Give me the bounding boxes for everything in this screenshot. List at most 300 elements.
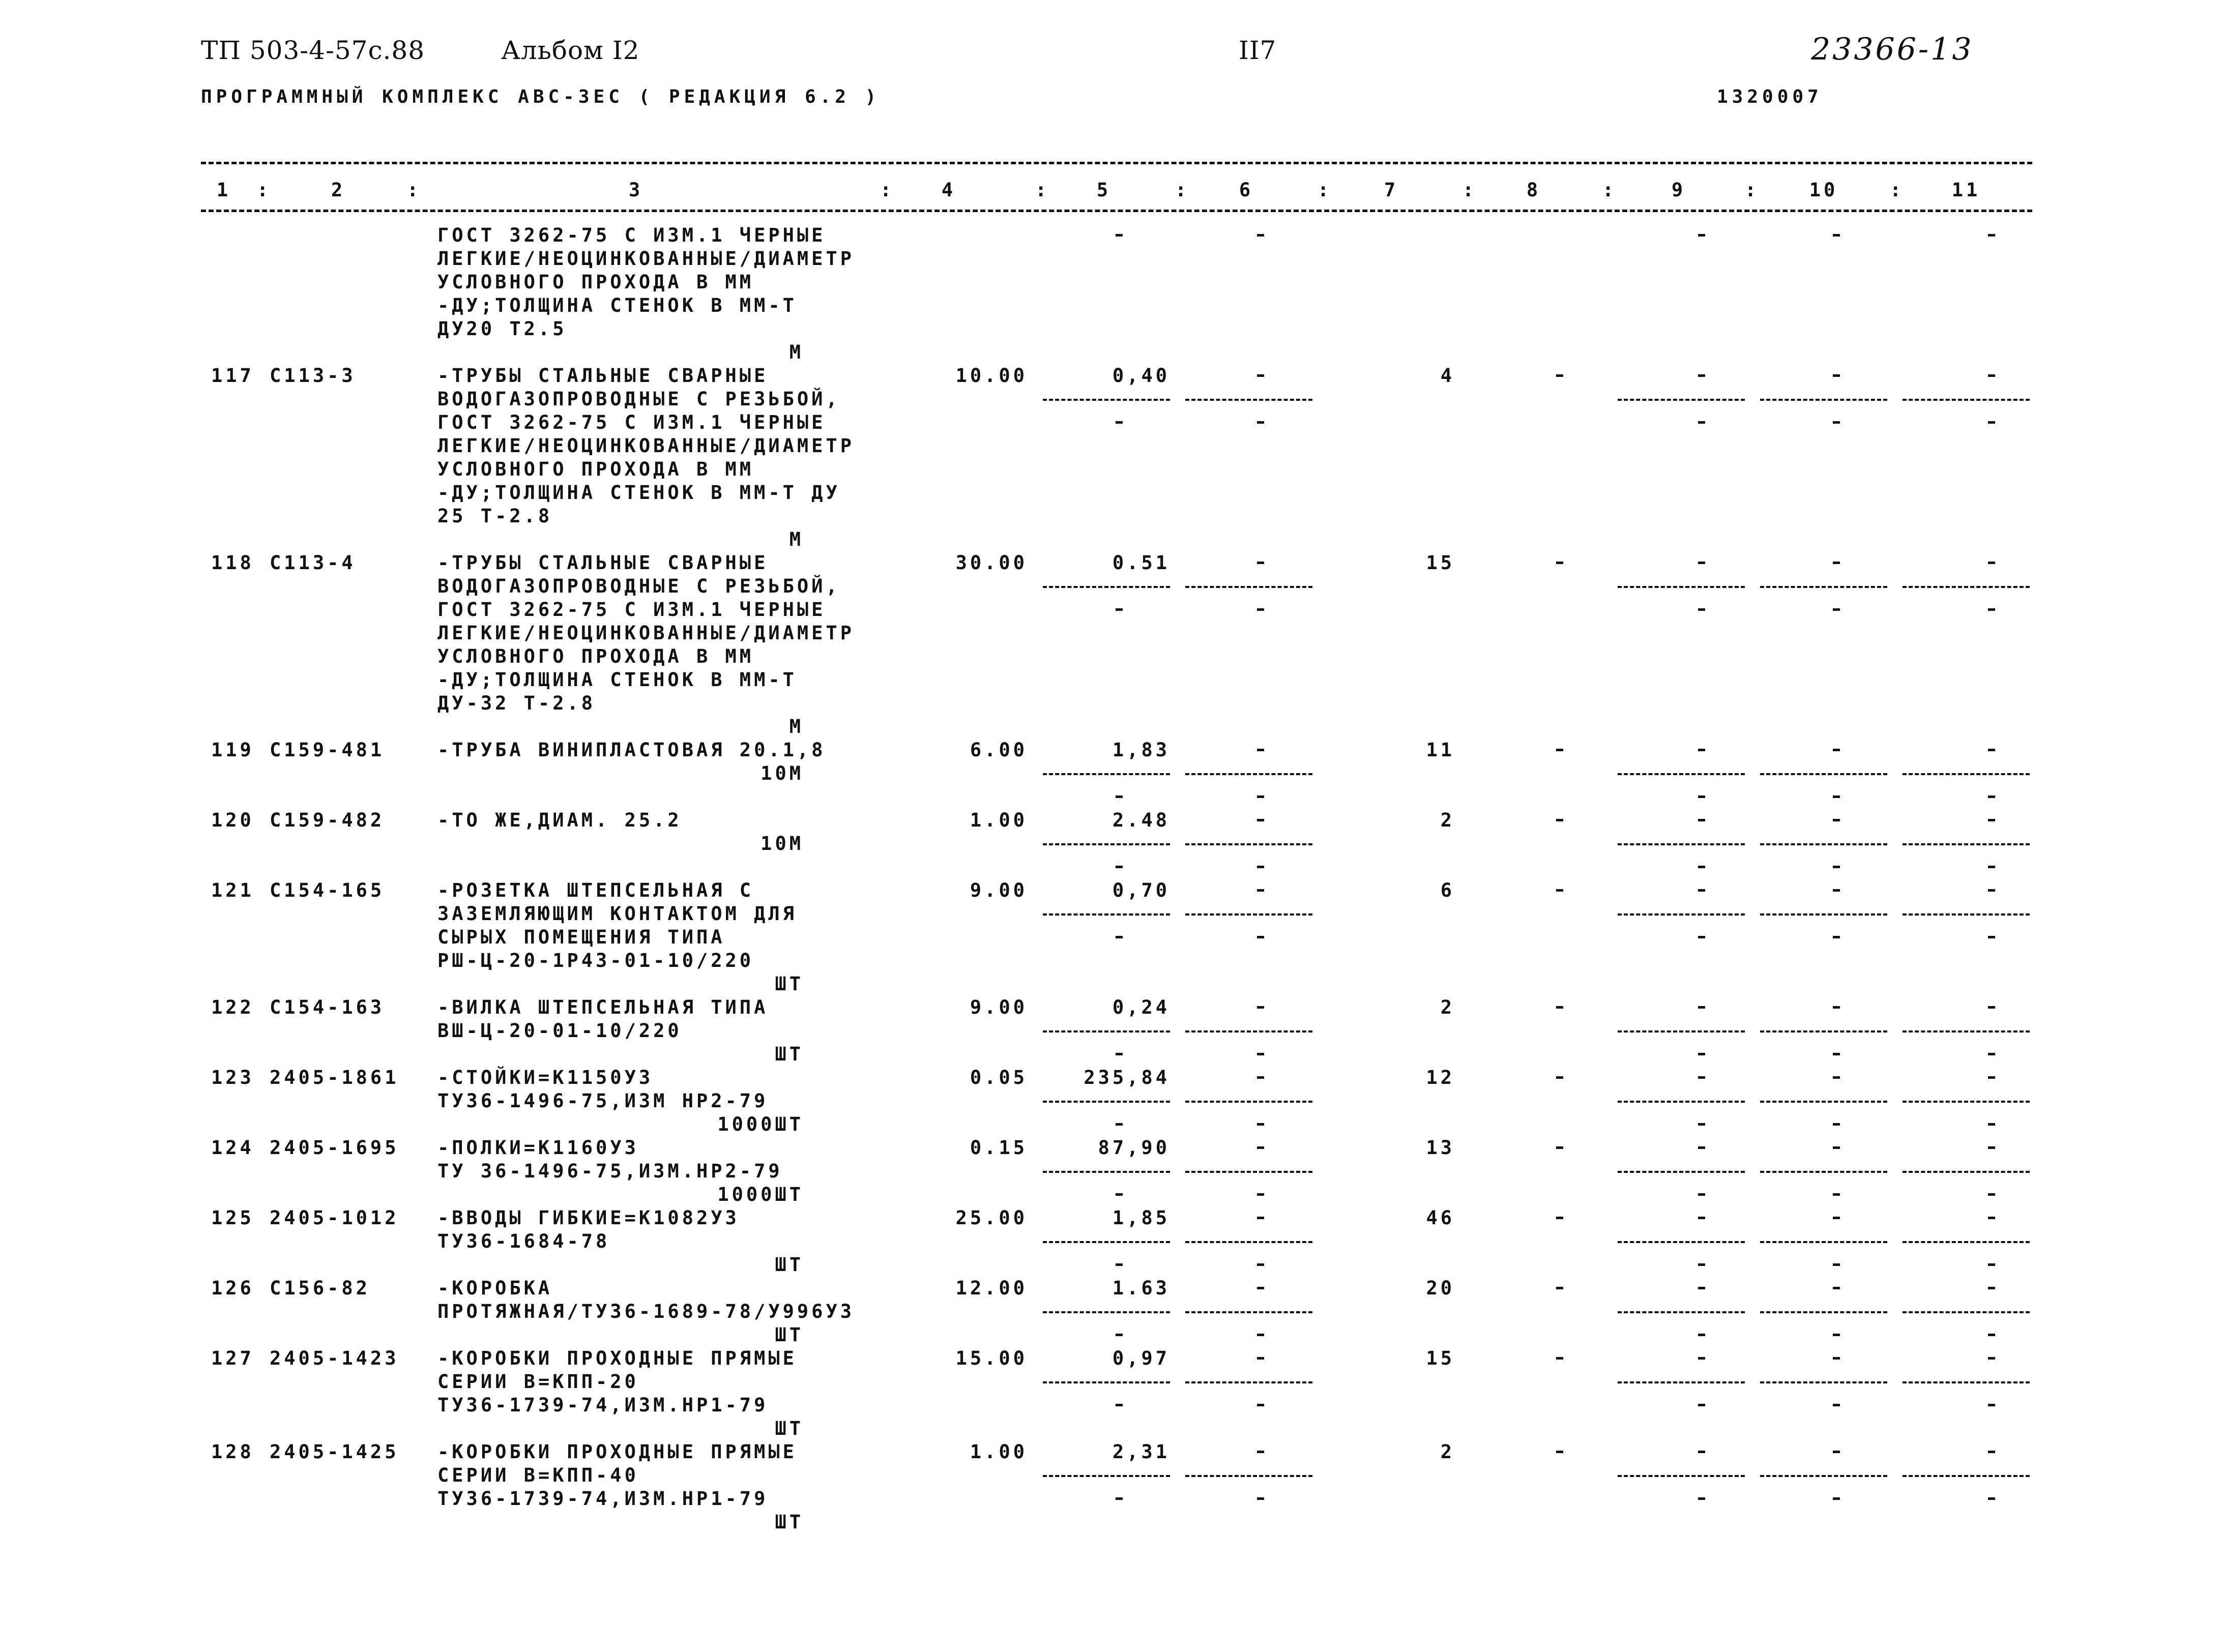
row-price: 2,31 (1112, 1441, 1170, 1463)
row-number: 122 (211, 996, 254, 1018)
dash-mark (1698, 1287, 1705, 1289)
dash-mark (1698, 1193, 1705, 1196)
description-line: ВШ-Ц-20-01-10/220 (437, 1020, 682, 1042)
description-line: ВОДОГАЗОПРОВОДНЫЕ С РЕЗЬБОЙ, (437, 575, 840, 597)
row-col7: 13 (1426, 1137, 1455, 1159)
row-price: 87,90 (1098, 1137, 1170, 1159)
column-header-4: 4 (941, 179, 956, 201)
sub-rule (1760, 586, 1887, 588)
dash-mark (1556, 1357, 1563, 1360)
row-number: 118 (211, 552, 254, 574)
dash-mark (1833, 1334, 1840, 1336)
dash-mark (1988, 936, 1995, 938)
dash-mark (1698, 1123, 1705, 1126)
description-line: СЕРИИ В=КПП-40 (437, 1464, 639, 1486)
dash-mark (1556, 1217, 1563, 1219)
dash-mark (1116, 234, 1123, 237)
description-line: УСЛОВНОГО ПРОХОДА В ММ (437, 271, 754, 293)
sub-rule (1760, 843, 1887, 845)
dash-mark (1257, 234, 1264, 237)
row-code: 2405-1695 (270, 1137, 399, 1159)
unit-label: М (789, 528, 804, 550)
dash-mark (1988, 608, 1995, 611)
row-description (437, 996, 804, 1066)
sub-rule (1185, 1101, 1312, 1103)
header-bottom-rule (201, 210, 2032, 212)
row-description (437, 1347, 804, 1440)
dash-mark (1988, 1217, 1995, 1219)
dash-mark (1116, 1123, 1123, 1126)
unit-label: 10М (760, 762, 804, 784)
column-separator: : (1462, 179, 1474, 201)
row-quantity: 15.00 (955, 1347, 1028, 1369)
description-line: -ТРУБЫ СТАЛЬНЫЕ СВАРНЫЕ (437, 365, 769, 387)
row-description (437, 364, 855, 551)
sub-rule (1903, 1241, 2030, 1243)
row-col7: 6 (1440, 879, 1455, 901)
dash-mark (1257, 866, 1264, 868)
dash-mark (1698, 1006, 1705, 1009)
description-line: УСЛОВНОГО ПРОХОДА В ММ (437, 458, 754, 480)
sub-rule (1903, 1030, 2030, 1032)
description-line: -РОЗЕТКА ШТЕПСЕЛЬНАЯ С (437, 879, 754, 901)
sub-rule (1043, 1475, 1170, 1477)
description-line: 25 Т-2.8 (437, 505, 553, 527)
dash-mark (1988, 1497, 1995, 1500)
sub-rule (1760, 1475, 1887, 1477)
column-separator: : (407, 179, 419, 201)
dash-mark (1698, 936, 1705, 938)
dash-mark (1257, 889, 1264, 892)
sub-rule (1185, 913, 1312, 916)
dash-mark (1833, 1357, 1840, 1360)
dash-mark (1698, 1357, 1705, 1360)
dash-mark (1116, 1404, 1123, 1406)
row-quantity: 9.00 (970, 996, 1028, 1018)
sub-rule (1618, 1475, 1745, 1477)
sub-rule (1043, 1311, 1170, 1313)
sub-rule (1618, 843, 1745, 845)
dash-mark (1833, 936, 1840, 938)
dash-mark (1698, 1404, 1705, 1406)
description-line: ДУ20 Т2.5 (437, 318, 567, 340)
dash-mark (1988, 1123, 1995, 1126)
column-separator: : (1602, 179, 1614, 201)
unit-label: 10М (760, 833, 804, 854)
row-col7: 11 (1426, 739, 1455, 761)
row-description (437, 1136, 804, 1206)
row-code: 2405-1012 (270, 1207, 399, 1229)
row-number: 117 (211, 365, 254, 387)
description-line: ВОДОГАЗОПРОВОДНЫЕ С РЕЗЬБОЙ, (437, 388, 840, 410)
dash-mark (1833, 421, 1840, 424)
dash-mark (1698, 1053, 1705, 1055)
dash-mark (1698, 234, 1705, 237)
sub-rule (1760, 1171, 1887, 1173)
dash-mark (1988, 1357, 1995, 1360)
column-separator: : (1175, 179, 1187, 201)
description-line: ЛЕГКИЕ/НЕОЦИНКОВАННЫЕ/ДИАМЕТР (437, 622, 855, 644)
sub-rule (1043, 1101, 1170, 1103)
row-description (437, 1206, 804, 1277)
description-line: -КОРОБКИ ПРОХОДНЫЕ ПРЯМЫЕ (437, 1347, 797, 1369)
sub-rule (1618, 399, 1745, 401)
dash-mark (1698, 749, 1705, 751)
dash-mark (1833, 1263, 1840, 1266)
sub-rule (1760, 1381, 1887, 1383)
row-quantity: 12.00 (955, 1277, 1028, 1299)
description-line: -ПОЛКИ=К1160У3 (437, 1137, 639, 1159)
dash-mark (1988, 421, 1995, 424)
sub-rule (1043, 1241, 1170, 1243)
dash-mark (1833, 1287, 1840, 1289)
row-code: С159-482 (270, 809, 385, 831)
sub-rule (1185, 1381, 1312, 1383)
description-line: -ВВОДЫ ГИБКИЕ=К1082У3 (437, 1207, 740, 1229)
dash-mark (1257, 1053, 1264, 1055)
row-col7: 4 (1440, 365, 1455, 387)
row-code: 2405-1423 (270, 1347, 399, 1369)
dash-mark (1988, 1263, 1995, 1266)
unit-label: М (789, 716, 804, 738)
sub-rule (1903, 913, 2030, 916)
row-quantity: 1.00 (970, 809, 1028, 831)
dash-mark (1988, 1193, 1995, 1196)
sub-rule (1185, 843, 1312, 845)
dash-mark (1556, 1146, 1563, 1149)
sub-rule (1618, 913, 1745, 916)
column-header-8: 8 (1526, 179, 1541, 201)
row-description (437, 551, 855, 739)
description-line: -ДУ;ТОЛЩИНА СТЕНОК В ММ-Т ДУ (437, 482, 840, 504)
row-col7: 12 (1426, 1067, 1455, 1088)
row-quantity: 10.00 (955, 365, 1028, 387)
sub-rule (1903, 1475, 2030, 1477)
unit-label: ШТ (775, 1254, 804, 1276)
code-label: 1320007 (1717, 86, 1823, 107)
column-separator: : (1035, 179, 1047, 201)
column-header-6: 6 (1239, 179, 1254, 201)
dash-mark (1257, 1497, 1264, 1500)
sub-rule (1043, 586, 1170, 588)
description-line: -КОРОБКА (437, 1277, 553, 1299)
dash-mark (1698, 1497, 1705, 1500)
sub-rule (1903, 399, 2030, 401)
unit-label: М (789, 341, 804, 363)
description-line: -ТО ЖЕ,ДИАМ. 25.2 (437, 809, 682, 831)
sub-rule (1760, 1311, 1887, 1313)
dash-mark (1257, 1076, 1264, 1079)
dash-mark (1833, 608, 1840, 611)
column-header-3: 3 (628, 179, 643, 201)
row-price: 0,97 (1112, 1347, 1170, 1369)
dash-mark (1116, 1334, 1123, 1336)
dash-mark (1988, 1076, 1995, 1079)
dash-mark (1257, 562, 1264, 564)
sub-rule (1043, 843, 1170, 845)
sub-rule (1185, 399, 1312, 401)
unit-label: 1000ШТ (717, 1113, 804, 1135)
sub-rule (1043, 399, 1170, 401)
dash-mark (1698, 608, 1705, 611)
description-line: -ТРУБЫ СТАЛЬНЫЕ СВАРНЫЕ (437, 552, 769, 574)
column-header-2: 2 (331, 179, 346, 201)
description-line: СЕРИИ В=КПП-20 (437, 1371, 639, 1393)
dash-mark (1257, 1404, 1264, 1406)
doc-code: ТП 503-4-57с.88 (201, 36, 425, 65)
column-separator: : (1318, 179, 1329, 201)
dash-mark (1556, 374, 1563, 377)
row-price: 0,24 (1112, 996, 1170, 1018)
dash-mark (1698, 1334, 1705, 1336)
unit-label: 1000ШТ (717, 1184, 804, 1205)
dash-mark (1833, 562, 1840, 564)
dash-mark (1833, 1006, 1840, 1009)
dash-mark (1257, 1287, 1264, 1289)
row-number: 127 (211, 1347, 254, 1369)
row-number: 125 (211, 1207, 254, 1229)
sub-rule (1903, 1311, 2030, 1313)
dash-mark (1698, 562, 1705, 564)
dash-mark (1698, 1263, 1705, 1266)
dash-mark (1257, 608, 1264, 611)
description-line: УСЛОВНОГО ПРОХОДА В ММ (437, 645, 754, 667)
dash-mark (1988, 1404, 1995, 1406)
sub-rule (1185, 773, 1312, 775)
dash-mark (1988, 1053, 1995, 1055)
dash-mark (1833, 234, 1840, 237)
row-code: 2405-1425 (270, 1441, 399, 1463)
row-price: 235,84 (1084, 1067, 1170, 1088)
description-line: ГОСТ 3262-75 С ИЗМ.1 ЧЕРНЫЕ (437, 599, 826, 621)
dash-mark (1833, 1146, 1840, 1149)
sub-rule (1903, 773, 2030, 775)
sub-rule (1760, 1101, 1887, 1103)
header-top-rule (201, 162, 2032, 164)
column-separator: : (257, 179, 269, 201)
row-description (437, 1066, 804, 1136)
row-quantity: 0.05 (970, 1067, 1028, 1088)
row-col7: 15 (1426, 552, 1455, 574)
sub-rule (1760, 399, 1887, 401)
dash-mark (1833, 889, 1840, 892)
column-header-11: 11 (1951, 179, 1981, 201)
dash-mark (1833, 1123, 1840, 1126)
dash-mark (1698, 421, 1705, 424)
dash-mark (1556, 1006, 1563, 1009)
dash-mark (1116, 936, 1123, 938)
sub-rule (1185, 1171, 1312, 1173)
sub-rule (1618, 586, 1745, 588)
row-number: 126 (211, 1277, 254, 1299)
row-quantity: 30.00 (955, 552, 1028, 574)
row-number: 128 (211, 1441, 254, 1463)
row-price: 1,83 (1112, 739, 1170, 761)
dash-mark (1698, 866, 1705, 868)
dash-mark (1257, 1217, 1264, 1219)
dash-mark (1116, 795, 1123, 798)
dash-mark (1257, 819, 1264, 821)
sub-rule (1043, 773, 1170, 775)
description-line: -ТРУБА ВИНИПЛАСТОВАЯ 20.1,8 (437, 739, 826, 761)
sub-rule (1618, 1311, 1745, 1313)
row-quantity: 9.00 (970, 879, 1028, 901)
dash-mark (1698, 819, 1705, 821)
unit-label: ШТ (775, 1511, 804, 1533)
dash-mark (1833, 374, 1840, 377)
row-description (437, 1277, 855, 1347)
sub-rule (1185, 586, 1312, 588)
dash-mark (1556, 749, 1563, 751)
sub-rule (1618, 1030, 1745, 1032)
dash-mark (1116, 866, 1123, 868)
dash-mark (1556, 889, 1563, 892)
sub-rule (1903, 843, 2030, 845)
column-header-7: 7 (1384, 179, 1399, 201)
dash-mark (1257, 421, 1264, 424)
dash-mark (1257, 1334, 1264, 1336)
dash-mark (1698, 1146, 1705, 1149)
row-price: 2.48 (1112, 809, 1170, 831)
dash-mark (1988, 1334, 1995, 1336)
column-separator: : (1890, 179, 1902, 201)
row-number: 123 (211, 1067, 254, 1088)
description-line: ТУ36-1684-78 (437, 1230, 610, 1252)
row-code: С156-82 (270, 1277, 370, 1299)
sub-rule (1903, 1171, 2030, 1173)
dash-mark (1988, 1006, 1995, 1009)
row-number: 119 (211, 739, 254, 761)
dash-mark (1833, 1217, 1840, 1219)
unit-label: ШТ (775, 1418, 804, 1439)
row-col7: 2 (1440, 1441, 1455, 1463)
row-number: 120 (211, 809, 254, 831)
dash-mark (1257, 1357, 1264, 1360)
row-description (437, 809, 804, 855)
column-separator: : (1745, 179, 1757, 201)
dash-mark (1257, 1263, 1264, 1266)
dash-mark (1833, 866, 1840, 868)
handwritten-number: 23366-13 (1811, 32, 1974, 67)
description-line: -ДУ;ТОЛЩИНА СТЕНОК В ММ-Т (437, 294, 797, 316)
description-line: ЛЕГКИЕ/НЕОЦИНКОВАННЫЕ/ДИАМЕТР (437, 435, 855, 457)
sub-rule (1043, 1171, 1170, 1173)
row-price: 0,40 (1112, 365, 1170, 387)
sub-rule (1043, 1030, 1170, 1032)
sub-rule (1903, 586, 2030, 588)
description-line: ЗАЗЕМЛЯЮЩИМ КОНТАКТОМ ДЛЯ (437, 903, 797, 925)
row-description (437, 739, 826, 785)
dash-mark (1257, 1146, 1264, 1149)
row-quantity: 1.00 (970, 1441, 1028, 1463)
sub-rule (1903, 1101, 2030, 1103)
row-number: 124 (211, 1137, 254, 1159)
sub-rule (1618, 1381, 1745, 1383)
description-line: ТУ36-1739-74,ИЗМ.НР1-79 (437, 1488, 769, 1510)
dash-mark (1988, 562, 1995, 564)
row-code: С113-3 (270, 365, 356, 387)
dash-mark (1698, 889, 1705, 892)
sub-rule (1185, 1241, 1312, 1243)
row-price: 1,85 (1112, 1207, 1170, 1229)
dash-mark (1556, 819, 1563, 821)
dash-mark (1556, 1451, 1563, 1453)
row-code: С113-4 (270, 552, 356, 574)
description-line: СЫРЫХ ПОМЕЩЕНИЯ ТИПА (437, 926, 725, 948)
row-description (437, 879, 804, 996)
column-header-1: 1 (216, 179, 231, 201)
row-quantity: 6.00 (970, 739, 1028, 761)
description-line: ПРОТЯЖНАЯ/ТУ36-1689-78/У996У3 (437, 1301, 855, 1322)
row-code: С159-481 (270, 739, 385, 761)
row-price: 0.51 (1112, 552, 1170, 574)
dash-mark (1988, 866, 1995, 868)
dash-mark (1116, 1053, 1123, 1055)
dash-mark (1257, 1451, 1264, 1453)
dash-mark (1698, 1217, 1705, 1219)
row-number: 121 (211, 879, 254, 901)
dash-mark (1698, 1451, 1705, 1453)
row-quantity: 0.15 (970, 1137, 1028, 1159)
unit-label: ШТ (775, 973, 804, 995)
description-line: ГОСТ 3262-75 С ИЗМ.1 ЧЕРНЫЕ (437, 411, 826, 433)
dash-mark (1988, 234, 1995, 237)
dash-mark (1257, 1123, 1264, 1126)
sub-rule (1760, 913, 1887, 916)
dash-mark (1116, 1193, 1123, 1196)
dash-mark (1833, 1404, 1840, 1406)
row-code: С154-163 (270, 996, 385, 1018)
dash-mark (1833, 749, 1840, 751)
dash-mark (1698, 795, 1705, 798)
row-price: 0,70 (1112, 879, 1170, 901)
dash-mark (1257, 936, 1264, 938)
row-price: 1.63 (1112, 1277, 1170, 1299)
dash-mark (1833, 795, 1840, 798)
sub-rule (1185, 1030, 1312, 1032)
dash-mark (1556, 1076, 1563, 1079)
continuation-description (437, 224, 855, 364)
dash-mark (1988, 1451, 1995, 1453)
sub-rule (1618, 1171, 1745, 1173)
sub-rule (1760, 1241, 1887, 1243)
dash-mark (1833, 1053, 1840, 1055)
dash-mark (1257, 374, 1264, 377)
column-header-10: 10 (1809, 179, 1838, 201)
description-line: -СТОЙКИ=К1150У3 (437, 1067, 654, 1088)
dash-mark (1556, 1287, 1563, 1289)
dash-mark (1257, 1006, 1264, 1009)
sub-rule (1760, 773, 1887, 775)
dash-mark (1556, 562, 1563, 564)
dash-mark (1988, 1146, 1995, 1149)
sub-rule (1185, 1475, 1312, 1477)
sub-rule (1760, 1030, 1887, 1032)
dash-mark (1988, 819, 1995, 821)
dash-mark (1833, 819, 1840, 821)
dash-mark (1833, 1451, 1840, 1453)
description-line: РШ-Ц-20-1Р43-01-10/220 (437, 950, 754, 971)
page-number: II7 (1239, 36, 1277, 65)
dash-mark (1988, 749, 1995, 751)
dash-mark (1698, 374, 1705, 377)
dash-mark (1116, 1497, 1123, 1500)
sub-rule (1618, 773, 1745, 775)
row-col7: 15 (1426, 1347, 1455, 1369)
row-col7: 2 (1440, 996, 1455, 1018)
dash-mark (1833, 1497, 1840, 1500)
software-label: ПРОГРАММНЫЙ КОМПЛЕКС АВС-3ЕС ( РЕДАКЦИЯ 6.2 ) (201, 86, 881, 107)
